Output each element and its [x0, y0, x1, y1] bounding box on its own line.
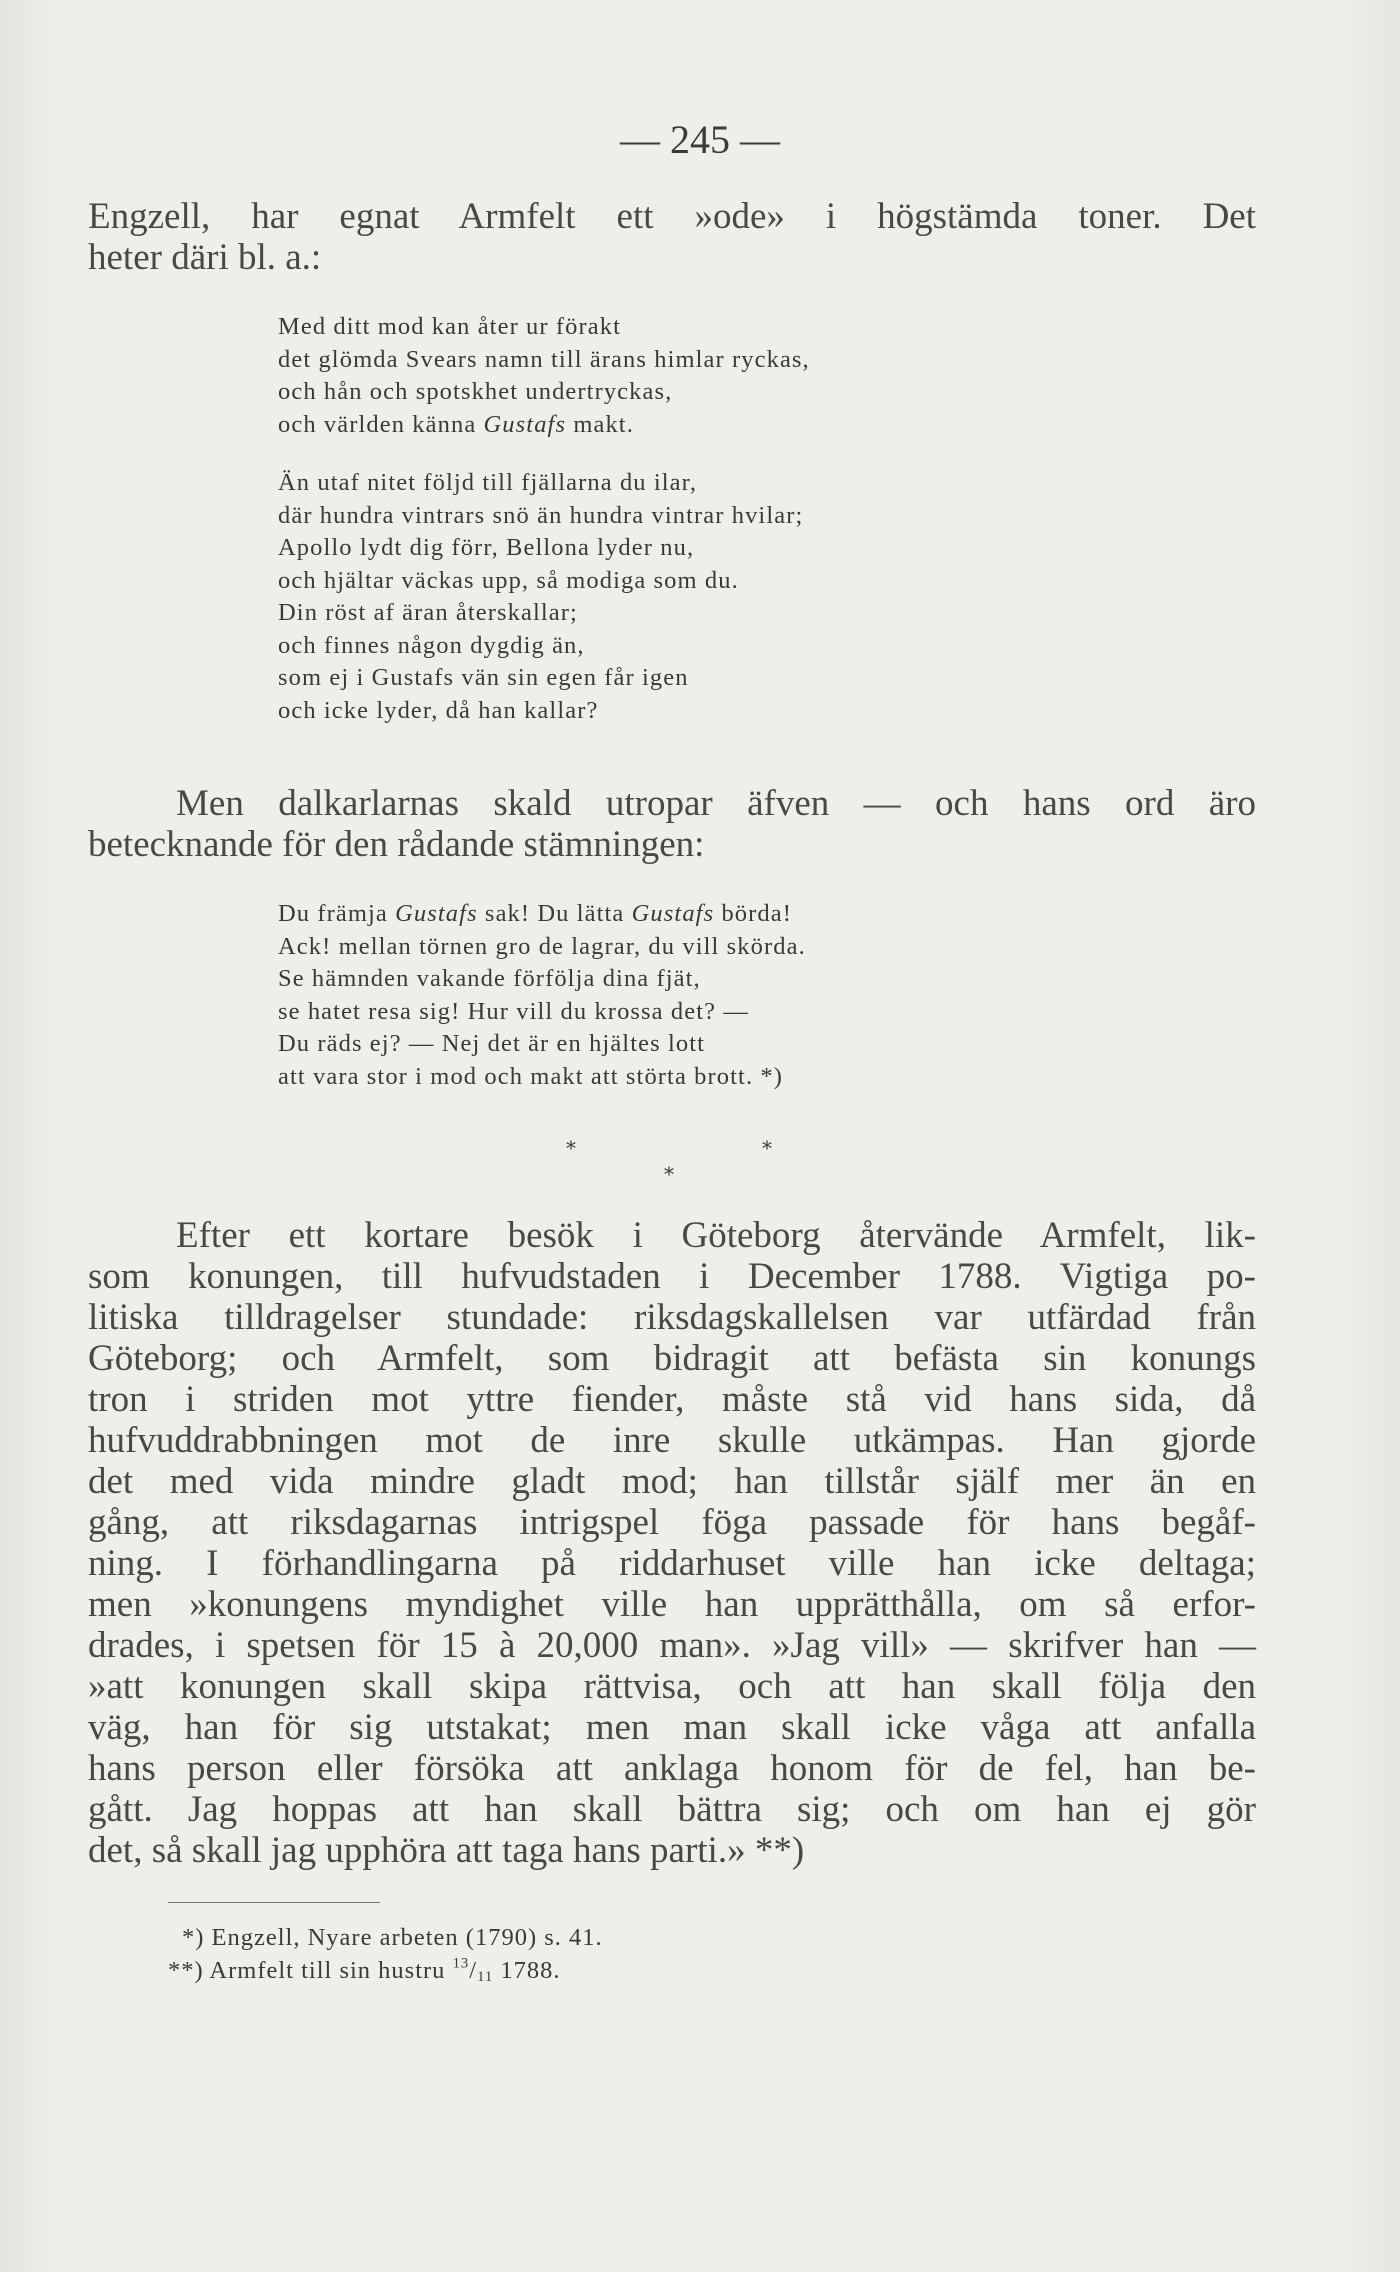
section-asterisk-bottom: *: [664, 1162, 674, 1186]
body-line: Göteborg; och Armfelt, som bidragit att befästa sin konungs: [88, 1338, 1256, 1379]
intro-paragraph: [88, 196, 1256, 278]
footnote-1: *) Engzell, Nyare arbeten (1790) s. 41.: [182, 1924, 603, 1951]
body-line: hans person eller försöka att anklaga honom för de fel, han be-: [88, 1748, 1256, 1789]
section-asterisk-right: *: [762, 1136, 772, 1160]
verse-line: och hjältar väckas upp, så modiga som du.: [278, 566, 739, 594]
verse-line: som ej i Gustafs vän sin egen får igen: [278, 664, 689, 691]
body-line: ning. I förhandlingarna på riddarhuset ville han icke deltaga;: [88, 1543, 1256, 1584]
footnote-2: **) Armfelt till sin hustru $^{13}/_{11}$ 1788.: [168, 1955, 561, 1985]
body-line: Efter ett kortare besök i Göteborg återvände Armfelt, lik-: [176, 1215, 1256, 1256]
body-line: tron i striden mot yttre fiender, måste stå vid hans sida, då: [88, 1379, 1256, 1420]
verse-line: Din röst af äran återskallar;: [278, 599, 578, 626]
verse-line: Du räds ej? — Nej det är en hjältes lott: [278, 1030, 706, 1057]
verse-line: Du främja Gustafs sak! Du lätta Gustafs börda!: [278, 900, 792, 927]
emphasis-gustafs: Gustafs: [395, 900, 478, 927]
verse-line: och världen känna Gustafs makt.: [278, 410, 634, 438]
footnote-divider: [168, 1902, 380, 1903]
body-line: hufvuddrabbningen mot de inre skulle utkämpas. Han gjorde: [88, 1420, 1256, 1461]
verse-line: att vara stor i mod och makt att störta brott. *): [278, 1062, 783, 1090]
verse-quote-2: [278, 898, 806, 1093]
verse-line: och icke lyder, då han kallar?: [278, 696, 599, 724]
body-line: det med vida mindre gladt mod; han tillstår själf mer än en: [88, 1461, 1256, 1502]
middle-line-1: Men dalkarlarnas skald utropar äfven — och hans ord äro: [176, 783, 1256, 824]
body-line: som konungen, till hufvudstaden i December 1788. Vigtiga po-: [88, 1256, 1256, 1297]
footnotes: [168, 1922, 603, 1987]
body-line: gång, att riksdagarnas intrigspel föga passade för hans begåf-: [88, 1502, 1256, 1543]
body-line: litiska tilldragelser stundade: riksdagskallelsen var utfärdad från: [88, 1297, 1256, 1338]
verse-quote-1: [278, 311, 810, 727]
body-line: men »konungens myndighet ville han upprätthålla, om så erfor-: [88, 1584, 1256, 1625]
verse-line: Med ditt mod kan åter ur förakt: [278, 313, 621, 340]
body-line: det, så skall jag upphöra att taga hans parti.» **): [88, 1830, 805, 1871]
body-line: väg, han för sig utstakat; men man skall icke våga att anfalla: [88, 1707, 1256, 1748]
verse-line: se hatet resa sig! Hur vill du krossa det? —: [278, 997, 749, 1025]
body-paragraph: [88, 1215, 1256, 1871]
middle-paragraph: [88, 783, 1256, 865]
verse-line: där hundra vintrars snö än hundra vintrar hvilar;: [278, 501, 804, 529]
verse-line: det glömda Svears namn till ärans himlar ryckas,: [278, 345, 810, 373]
intro-line-1: Engzell, har egnat Armfelt ett »ode» i högstämda toner. Det: [88, 196, 1256, 237]
verse-line: och finnes någon dygdig än,: [278, 631, 585, 659]
verse-line: och hån och spotskhet undertryckas,: [278, 378, 673, 405]
intro-line-2: heter däri bl. a.:: [88, 237, 322, 278]
verse-line: Ack! mellan törnen gro de lagrar, du vill skörda.: [278, 932, 806, 960]
verse-line: Apollo lydt dig förr, Bellona lyder nu,: [278, 534, 695, 561]
emphasis-gustafs: Gustafs: [631, 900, 715, 927]
verse-line: Än utaf nitet följd till fjällarna du ilar,: [278, 469, 698, 496]
section-asterisk-left: *: [566, 1136, 576, 1160]
body-line: »att konungen skall skipa rättvisa, och att han skall följa den: [88, 1666, 1256, 1707]
middle-line-2: betecknande för den rådande stämningen:: [88, 824, 705, 865]
body-line: drades, i spetsen för 15 à 20,000 man». »Jag vill» — skrifver han —: [88, 1625, 1256, 1666]
verse-line: Se hämnden vakande förfölja dina fjät,: [278, 965, 701, 992]
page-number: — 245 —: [620, 117, 780, 162]
body-line: gått. Jag hoppas att han skall bättra sig; och om han ej gör: [88, 1789, 1256, 1830]
emphasis-gustafs: Gustafs: [483, 410, 567, 438]
